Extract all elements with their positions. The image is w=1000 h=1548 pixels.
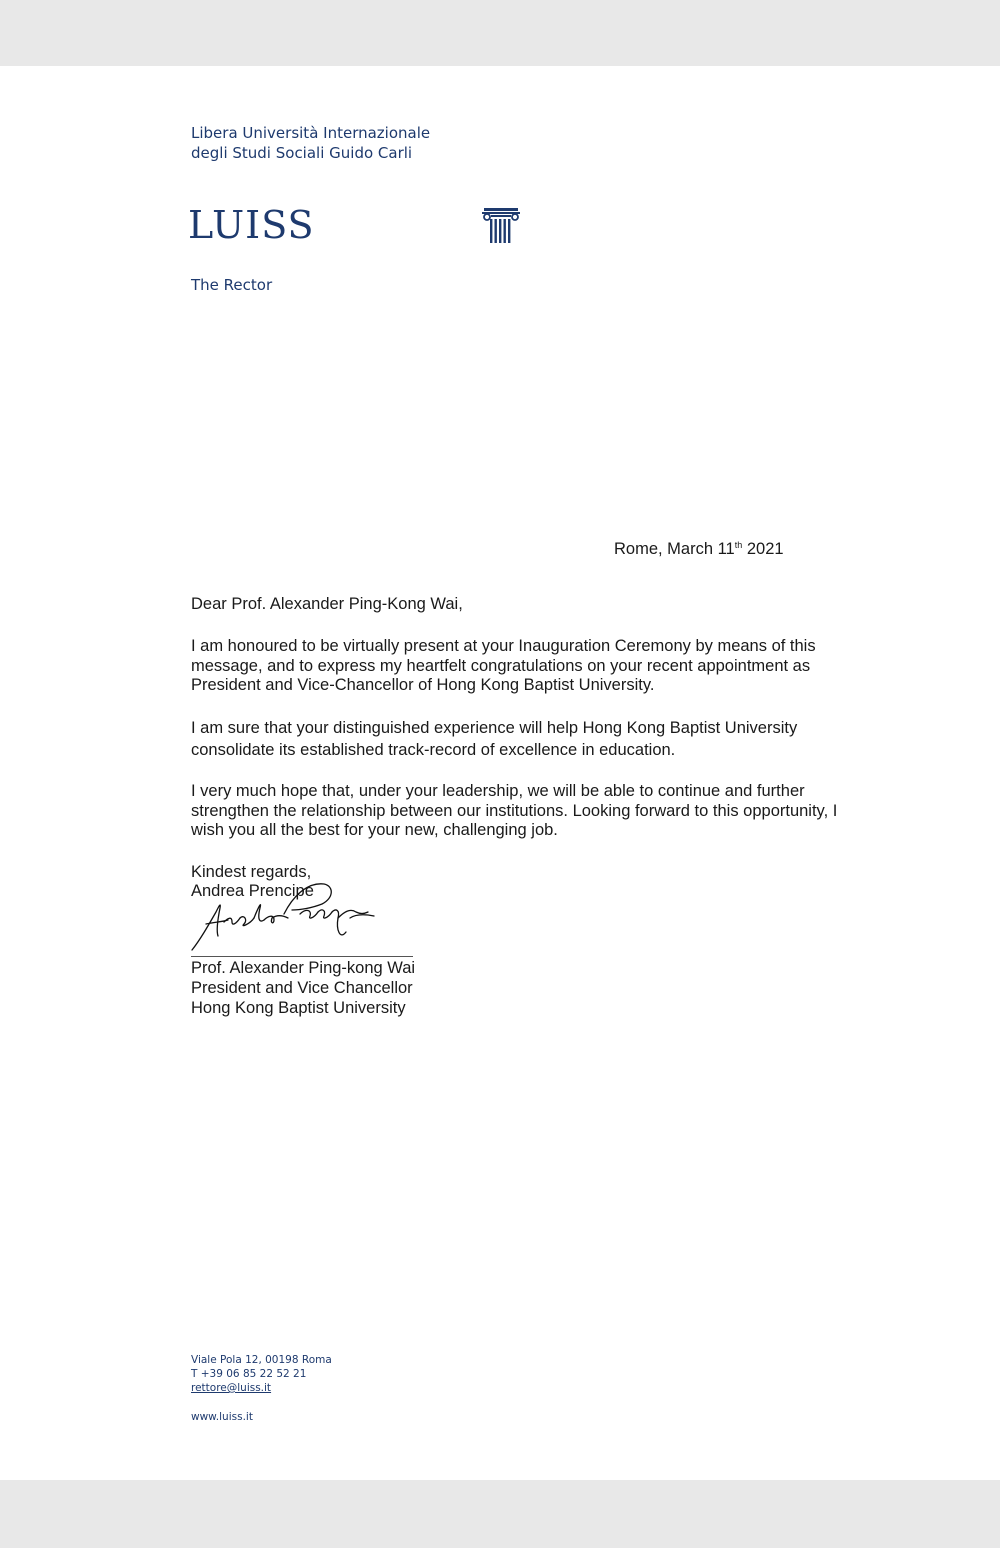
university-name-line2: degli Studi Sociali Guido Carli xyxy=(191,144,413,162)
paragraph-1 xyxy=(191,637,851,696)
column-icon xyxy=(482,208,520,244)
recipient-title: President and Vice Chancellor xyxy=(191,979,413,997)
footer-phone: T +39 06 85 22 52 21 xyxy=(191,1368,307,1380)
footer-address: Viale Pola 12, 00198 Roma xyxy=(191,1354,332,1366)
text-line: wish you all the best for your new, challenging job. xyxy=(191,821,558,839)
text-line: President and Vice-Chancellor of Hong Kong Baptist University. xyxy=(191,676,655,694)
signature-line xyxy=(191,956,413,957)
footer-email xyxy=(191,1381,271,1395)
closing: Kindest regards, xyxy=(191,863,312,881)
office-title: The Rector xyxy=(191,276,273,294)
text-line: I am honoured to be virtually present at your Inauguration Ceremony by means of this xyxy=(191,637,816,655)
text-line: consolidate its established track-record of excellence in education. xyxy=(191,741,676,759)
text-line: I very much hope that, under your leadership, we will be able to continue and further xyxy=(191,782,805,800)
paragraph-3 xyxy=(191,782,851,841)
text-line: message, and to express my heartfelt congratulations on your recent appointment as xyxy=(191,656,811,675)
footer-website[interactable]: www.luiss.it xyxy=(191,1411,253,1423)
text-line: I am sure that your distinguished experience will help Hong Kong Baptist University xyxy=(191,719,798,737)
paragraph-2 xyxy=(191,717,851,761)
recipient-institution: Hong Kong Baptist University xyxy=(191,999,406,1017)
salutation: Dear Prof. Alexander Ping-Kong Wai, xyxy=(191,595,463,613)
luiss-logo: LUISS xyxy=(188,203,315,247)
letter-date: Rome, March 11th 2021 xyxy=(614,540,784,558)
email-link[interactable]: rettore@luiss.it xyxy=(191,1382,272,1394)
signer-name: Andrea Prencipe xyxy=(191,882,314,900)
handwritten-signature xyxy=(188,878,383,956)
letter-page xyxy=(0,66,1000,1480)
recipient-name: Prof. Alexander Ping-kong Wai xyxy=(191,959,416,977)
university-name-line1: Libera Università Internazionale xyxy=(191,124,431,142)
text-line: strengthen the relationship between our institutions. Looking forward to this opportunity, I xyxy=(191,801,838,820)
